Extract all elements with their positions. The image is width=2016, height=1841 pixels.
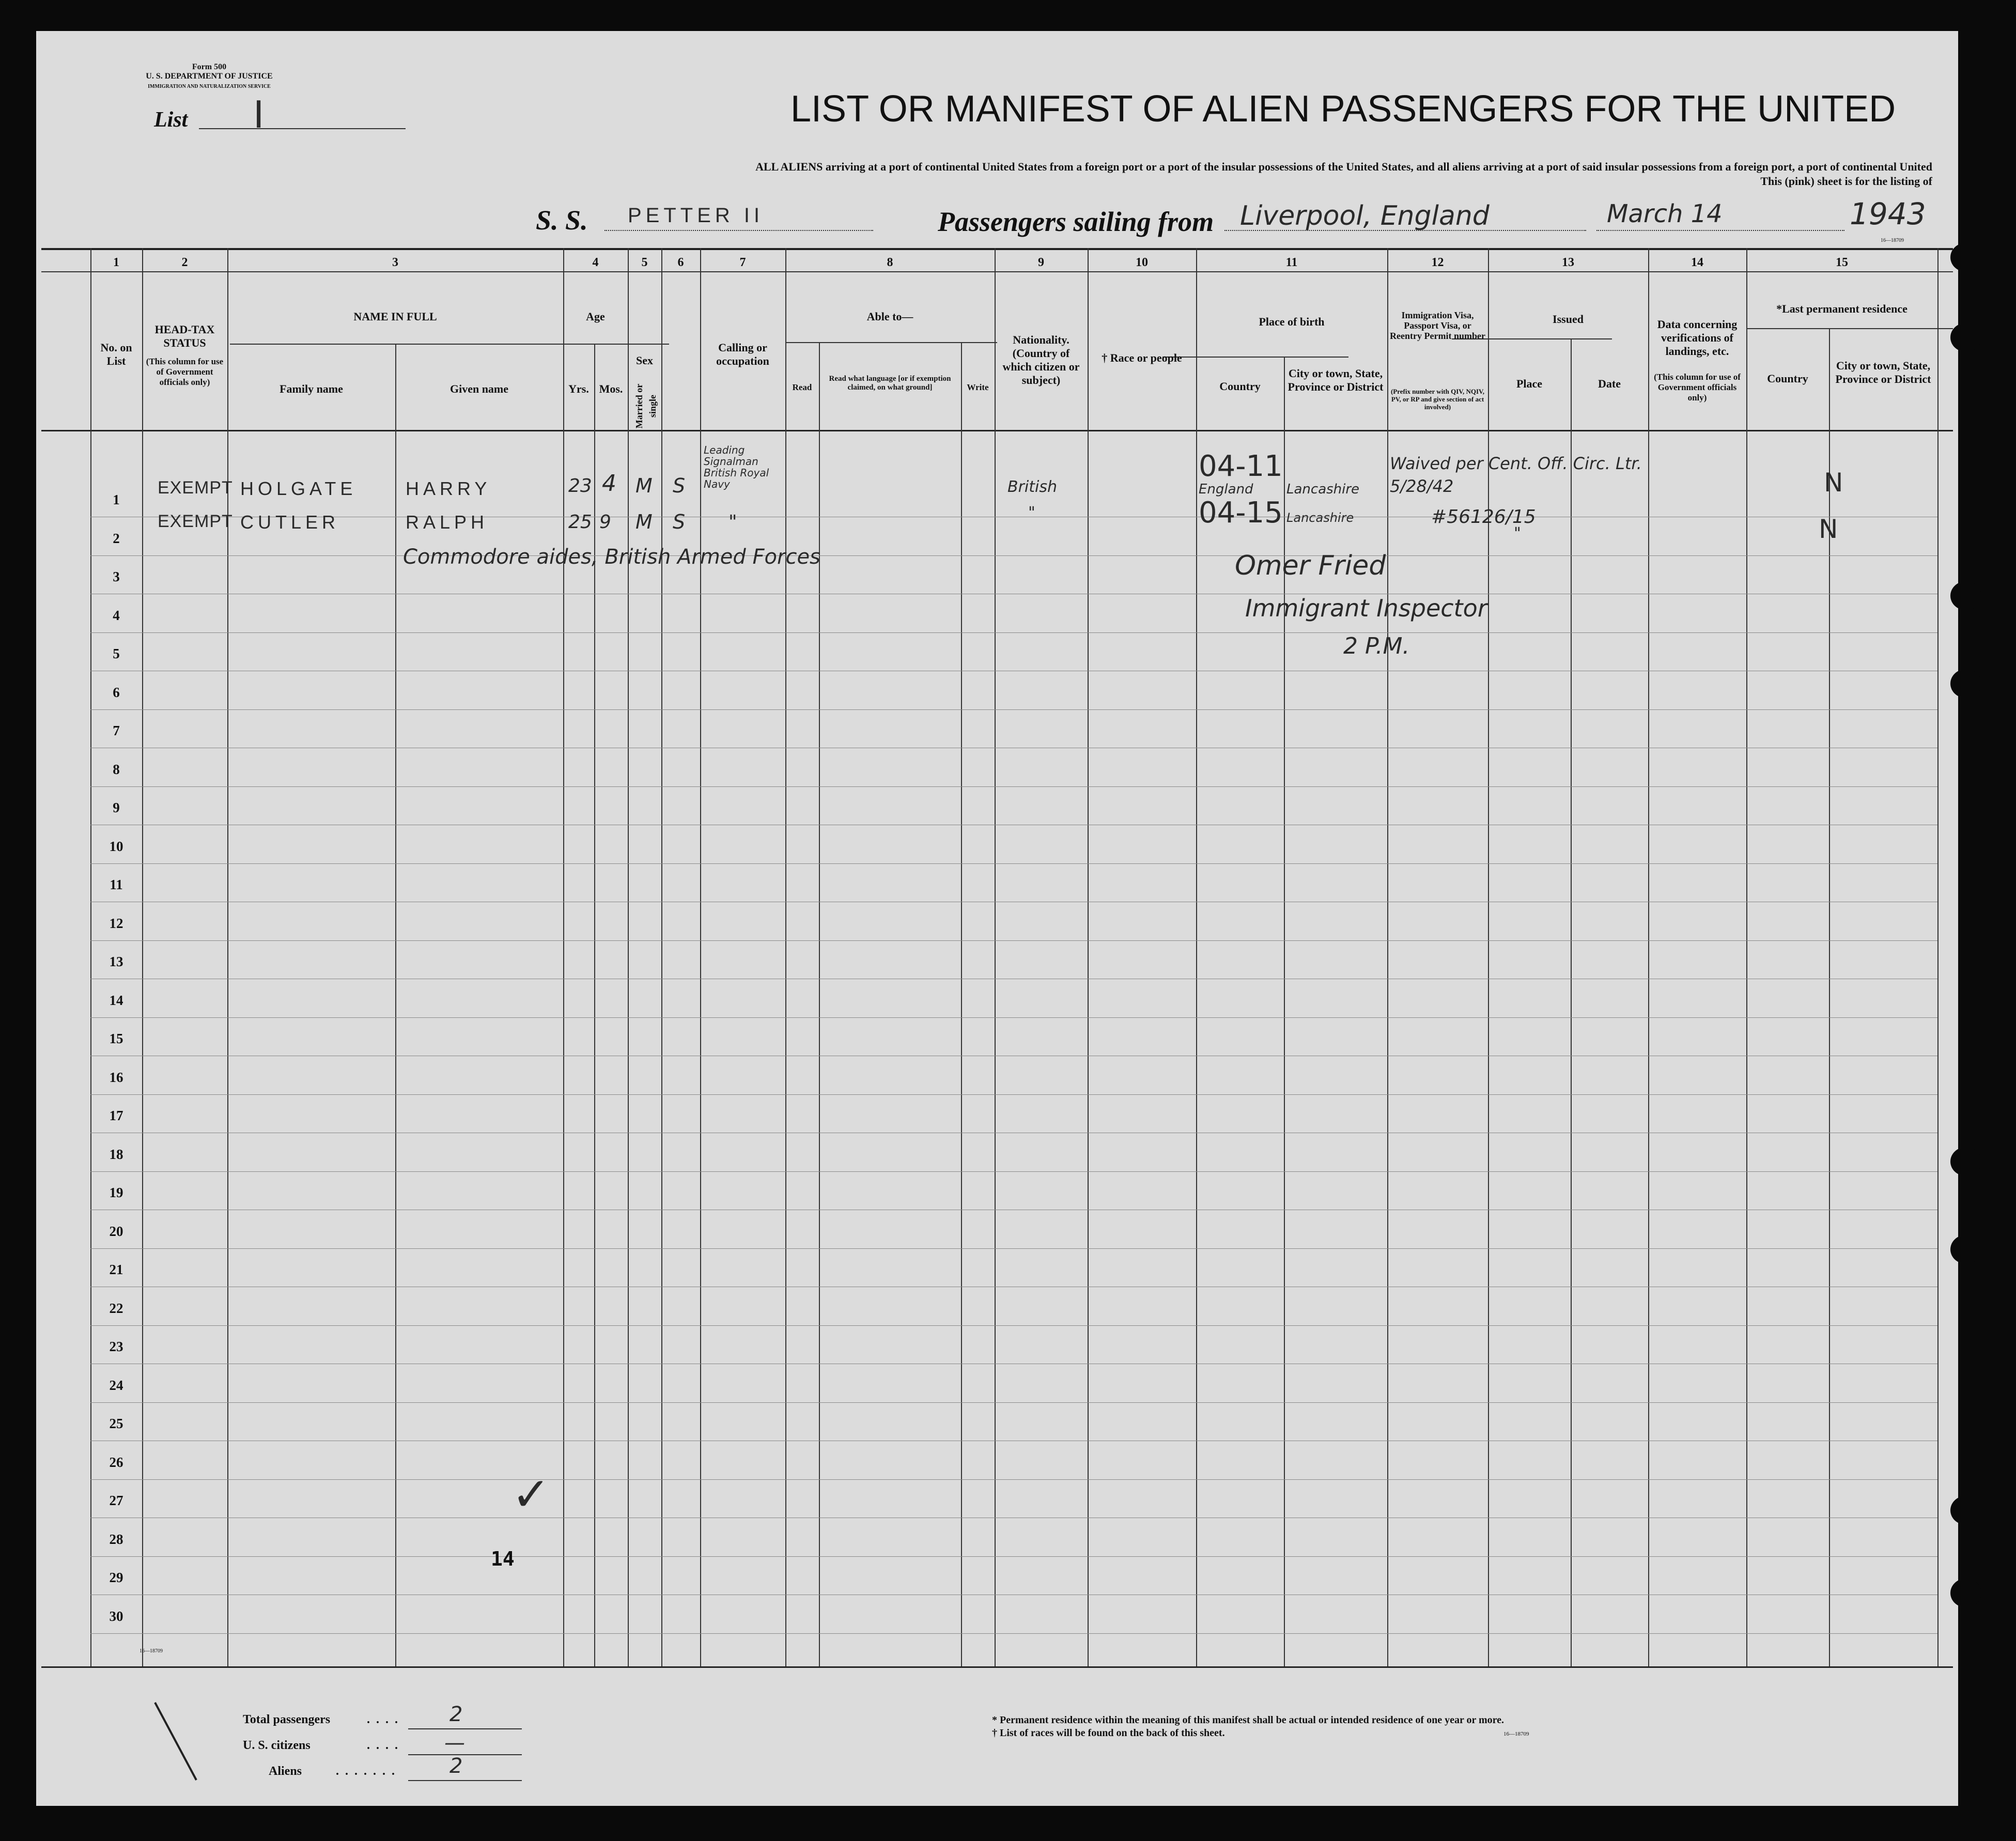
punch-hole: [1950, 1579, 1981, 1607]
row2-residence: N: [1819, 514, 1838, 544]
header-no-on-list: No. on List: [100, 341, 132, 367]
col-number: 2: [181, 256, 188, 269]
footnote-residence: * Permanent residence within the meaning of this manifest shall be actual or intended residence of one year or more.: [992, 1714, 1505, 1726]
row2-family-name: CUTLER: [240, 512, 340, 533]
row1-visa-number: #56126/15: [1431, 506, 1536, 528]
row-number: 24: [109, 1377, 123, 1393]
punch-hole: [1950, 669, 1981, 698]
header-res-city: City or town, State, Province or District: [1835, 359, 1931, 385]
col-number: 12: [1431, 256, 1444, 269]
print-code: 16—18709: [1881, 238, 1904, 243]
stamp-number: 14: [491, 1548, 515, 1570]
col-line: [661, 248, 662, 1666]
row-rule: [90, 1556, 1937, 1557]
check-mark: ✓: [511, 1467, 551, 1522]
row-number: 3: [113, 569, 120, 584]
subtitle-line-2: This (pink) sheet is for the listing of: [1760, 175, 1932, 188]
row-number: 28: [109, 1531, 123, 1547]
col-line: [819, 342, 820, 1666]
row1-visa: Waived per Cent. Off. Circ. Ltr. 5/28/42: [1390, 454, 1642, 496]
row-rule: [90, 786, 1937, 787]
table-top-rule: [41, 248, 1953, 250]
punch-hole: [1950, 243, 1981, 272]
dot-leader: ....: [367, 1713, 404, 1726]
row-number: 22: [109, 1300, 123, 1316]
ss-label: S. S.: [536, 205, 588, 236]
row-rule: [90, 1094, 1937, 1095]
row1-family-name: HOLGATE: [240, 478, 357, 499]
row3-note: Commodore aides, British Armed Forces: [403, 545, 820, 569]
col-line: [395, 344, 396, 1666]
col-number: 15: [1836, 256, 1848, 269]
row-number: 11: [110, 877, 123, 892]
header-write: Write: [967, 382, 989, 392]
row1-given-name: HARRY: [406, 478, 491, 499]
row-number: 8: [113, 761, 120, 777]
row-rule: [90, 1325, 1937, 1326]
punch-hole: [1950, 1147, 1981, 1176]
table-print-code: 16—18709: [139, 1648, 163, 1654]
row-number: 10: [109, 838, 123, 854]
row1-residence: N: [1824, 468, 1843, 498]
header-yrs: Yrs.: [568, 382, 589, 395]
row2-marital: S: [673, 510, 686, 533]
header-issued: Issued: [1553, 313, 1584, 326]
col-number: 7: [739, 256, 746, 269]
row-number: 6: [113, 684, 120, 700]
header-place-of-birth: Place of birth: [1259, 315, 1325, 328]
col-number: 5: [641, 256, 648, 269]
header-race: † Race or people: [1102, 351, 1182, 364]
row1-birth-code: 04-11: [1199, 450, 1283, 483]
row-rule: [90, 709, 1937, 710]
row-number: 20: [109, 1223, 123, 1239]
row-rule: [90, 1479, 1937, 1480]
col-line: [995, 248, 996, 1666]
dot-leader: .......: [336, 1765, 401, 1778]
row2-birth-code: 04-15: [1199, 496, 1283, 530]
row-number: 26: [109, 1454, 123, 1470]
row-number: 7: [113, 723, 120, 738]
header-visa-note: (Prefix number with QIV, NQIV, PV, or RP and give section of act involved): [1390, 388, 1485, 411]
departure-date: March 14: [1607, 199, 1723, 228]
col-line: [1571, 338, 1572, 1666]
col-number: 3: [392, 256, 398, 269]
port-underline: [1224, 230, 1586, 231]
total-underline: [408, 1728, 522, 1729]
header-head-tax-note: (This column for use of Government officials only): [146, 357, 224, 387]
dot-leader: ....: [367, 1739, 404, 1752]
col-line: [1196, 248, 1197, 1666]
col-line: [142, 248, 143, 1666]
row-number: 18: [109, 1146, 123, 1162]
department-name: U. S. DEPARTMENT OF JUSTICE: [146, 72, 273, 81]
list-label: List: [154, 108, 188, 132]
ship-name: PETTER II: [628, 204, 764, 227]
row-rule: [90, 632, 1937, 633]
col-number: 14: [1691, 256, 1703, 269]
row2-nationality: ": [1028, 504, 1035, 522]
header-sex: Sex: [636, 354, 653, 367]
row-number: 25: [109, 1416, 123, 1431]
row-rule: [90, 1017, 1937, 1018]
row-rule: [90, 940, 1937, 941]
row-number: 9: [113, 800, 120, 815]
row1-head-tax: EXEMPT: [158, 478, 233, 498]
row2-occupation: ": [728, 512, 737, 533]
punch-hole: [1950, 323, 1981, 352]
header-family-name: Family name: [280, 382, 343, 395]
header-able-to: Able to—: [866, 310, 913, 323]
row-number: 27: [109, 1493, 123, 1508]
header-data-note: (This column for use of Government officials only): [1654, 372, 1741, 403]
col-line: [1088, 248, 1089, 1666]
header-issued-place: Place: [1516, 377, 1543, 390]
ship-underline: [604, 230, 873, 231]
row2-given-name: RALPH: [406, 512, 489, 533]
col-number: 10: [1136, 256, 1148, 269]
page-title: LIST OR MANIFEST OF ALIEN PASSENGERS FOR THE UNITED: [790, 88, 1896, 130]
header-visa: Immigration Visa, Passport Visa, or Reentry Permit number: [1390, 310, 1485, 341]
col-line: [563, 248, 564, 1666]
row1-age-yrs: 23: [568, 475, 592, 497]
row-rule: [90, 863, 1937, 864]
row-number: 23: [109, 1339, 123, 1354]
row1-birth-country: England: [1199, 482, 1253, 497]
manifest-sheet: [36, 31, 1958, 1806]
row-number: 30: [109, 1608, 123, 1624]
row-rule: [90, 1633, 1937, 1634]
row1-marital: S: [673, 474, 686, 497]
col-line: [961, 342, 962, 1666]
aliens-value: 2: [449, 1754, 463, 1778]
row-number: 12: [109, 915, 123, 931]
footnote-races: † List of races will be found on the back of this sheet.: [992, 1727, 1225, 1739]
inspector-title: Immigrant Inspector: [1245, 594, 1487, 622]
row2-age-mos: 9: [599, 512, 611, 533]
row-number: 2: [113, 530, 120, 546]
header-name-in-full: NAME IN FULL: [353, 310, 437, 323]
header-birth-country: Country: [1219, 380, 1261, 393]
col-number: 8: [887, 256, 893, 269]
row2-visa: ": [1514, 524, 1521, 543]
header-read-language: Read what language [or if exemption claimed, on what ground]: [829, 375, 951, 392]
col-number: 9: [1038, 256, 1044, 269]
header-bottom-rule: [41, 430, 1953, 431]
departure-year: 1943: [1850, 196, 1926, 231]
row-number: 14: [109, 992, 123, 1008]
list-number: I: [253, 93, 265, 136]
header-married: Married or single: [634, 383, 658, 429]
name-subhead-rule: [230, 344, 669, 345]
header-nationality: Nationality. (Country of which citizen or subject): [1002, 333, 1080, 386]
row-number: 4: [113, 607, 120, 623]
col-number: 11: [1285, 256, 1298, 269]
colnum-rule: [41, 271, 1953, 272]
aliens-underline: [408, 1780, 522, 1781]
subtitle-line-1: ALL ALIENS arriving at a port of continental United States from a foreign port or a port of the insular possessions of the United States, and all aliens arriving at a port of said insular possessions from a foreign port, a port of continental United: [755, 160, 1932, 173]
header-head-tax: HEAD-TAX STATUS: [154, 323, 215, 349]
list-underline: [199, 128, 406, 129]
sailing-label: Passengers sailing from: [938, 206, 1214, 237]
row-rule: [90, 1402, 1937, 1403]
row-number: 5: [113, 646, 120, 661]
row-number: 16: [109, 1069, 123, 1085]
row1-sex: M: [635, 474, 653, 497]
row-number: 1: [113, 492, 120, 507]
header-given-name: Given name: [449, 382, 509, 395]
row-rule: [90, 1248, 1937, 1249]
punch-hole: [1950, 1235, 1981, 1264]
row-number: 17: [109, 1108, 123, 1123]
col-line: [1937, 248, 1939, 1666]
total-passengers-label: Total passengers: [243, 1713, 331, 1726]
row2-birth-city: Lancashire: [1286, 510, 1354, 525]
header-issued-date: Date: [1598, 377, 1621, 390]
punch-hole: [1950, 1496, 1981, 1525]
table-bottom-rule: [41, 1666, 1953, 1668]
header-age: Age: [586, 310, 605, 323]
row-rule: [90, 1171, 1937, 1172]
header-calling: Calling or occupation: [716, 341, 769, 367]
col-line: [227, 248, 228, 1666]
row-number: 21: [109, 1262, 123, 1277]
date-underline: [1596, 230, 1844, 231]
citizens-underline: [408, 1754, 522, 1755]
total-passengers-value: 2: [449, 1703, 463, 1726]
header-data-concerning: Data concerning verifications of landings, etc.: [1657, 318, 1738, 358]
row2-head-tax: EXEMPT: [158, 512, 233, 531]
punch-hole: [1950, 581, 1981, 610]
col-line: [1746, 248, 1747, 1666]
col-line: [1387, 248, 1388, 1666]
col-line: [700, 248, 701, 1666]
row2-sex: M: [635, 510, 653, 533]
row1-age-mos: 4: [602, 470, 616, 497]
row-number: 15: [109, 1031, 123, 1046]
row-number: 19: [109, 1185, 123, 1200]
us-citizens-label: U. S. citizens: [243, 1739, 311, 1752]
col-line: [594, 344, 595, 1666]
footer-print-code: 16—18709: [1503, 1731, 1529, 1737]
service-name: IMMIGRATION AND NATURALIZATION SERVICE: [148, 84, 271, 89]
row1-nationality: British: [1007, 478, 1057, 496]
inspector-time: 2 P.M.: [1343, 633, 1410, 659]
form-number: Form 500: [192, 63, 227, 71]
aliens-label: Aliens: [269, 1765, 302, 1778]
header-res-country: Country: [1767, 372, 1808, 385]
row1-birth-city: Lancashire: [1286, 482, 1360, 497]
col-number: 4: [592, 256, 599, 269]
inspector-signature: Omer Fried: [1235, 550, 1386, 581]
col-line: [785, 248, 786, 1666]
row-number: 13: [109, 954, 123, 969]
able-subhead-rule: [785, 342, 997, 343]
margin-pen-stroke: [150, 1697, 207, 1785]
residence-subhead-rule: [1746, 328, 1953, 329]
row2-age-yrs: 25: [568, 512, 592, 533]
row1-occupation: Leading Signalman British Royal Navy: [704, 444, 769, 490]
header-last-residence: *Last permanent residence: [1776, 302, 1908, 315]
col-line: [90, 248, 91, 1666]
col-number: 13: [1562, 256, 1574, 269]
col-number: 1: [113, 256, 119, 269]
header-mos: Mos.: [599, 382, 623, 395]
departure-port: Liverpool, England: [1240, 200, 1490, 231]
us-citizens-value: —: [444, 1731, 465, 1755]
header-read: Read: [792, 382, 812, 392]
col-line: [628, 248, 629, 1666]
row-number: 29: [109, 1570, 123, 1585]
header-birth-city: City or town, State, Province or District: [1288, 367, 1384, 393]
row-rule: [90, 555, 1937, 556]
col-number: 6: [677, 256, 684, 269]
